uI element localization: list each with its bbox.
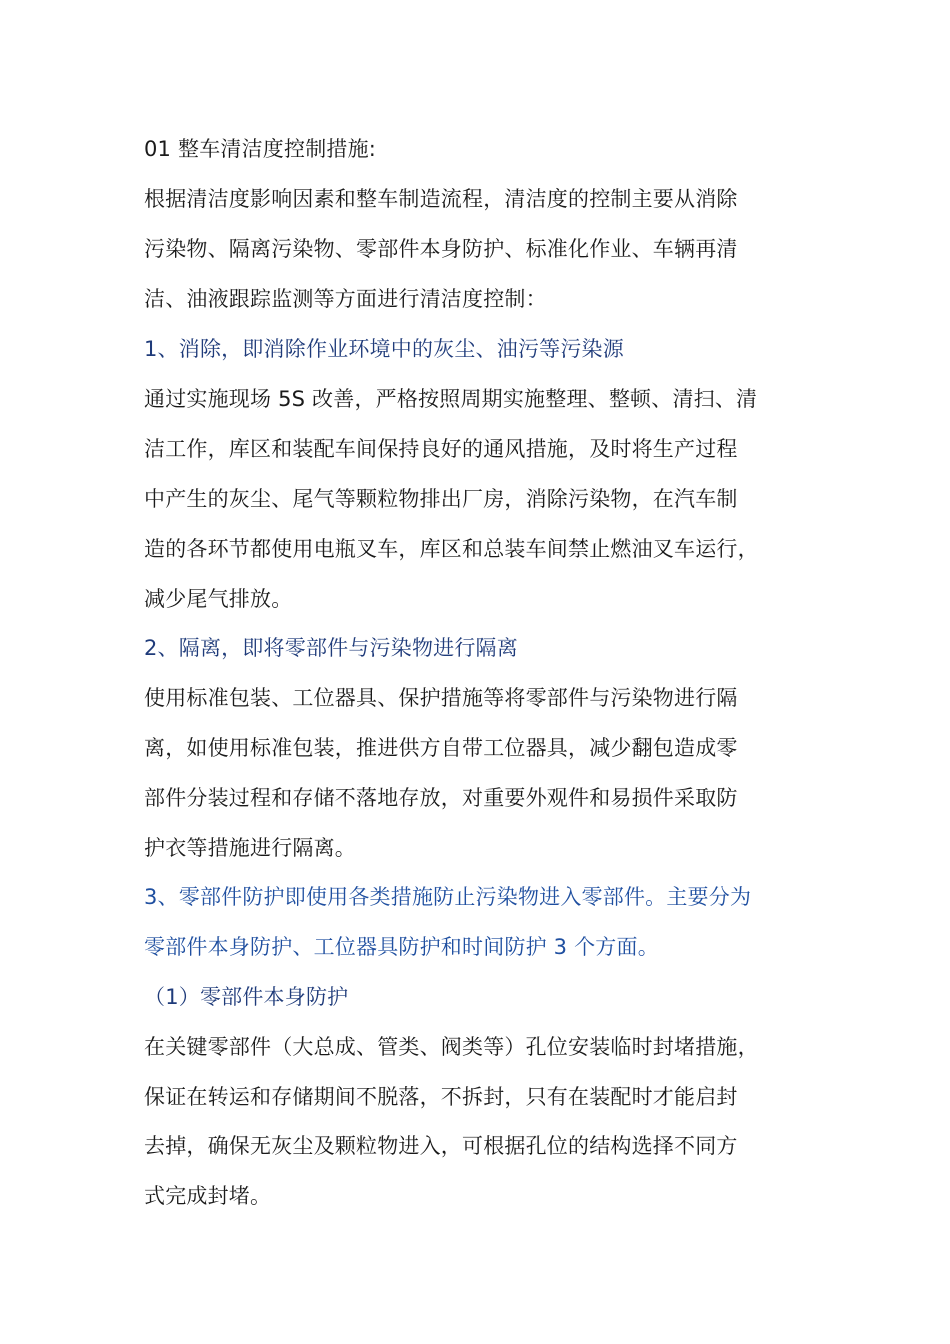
paragraph-line: 通过实施现场 5S 改善，严格按照周期实施整理、整顿、清扫、清 — [144, 387, 758, 411]
subheading-3-continued: 零部件本身防护、工位器具防护和时间防护 3 个方面。 — [144, 935, 659, 959]
paragraph-line: 根据清洁度影响因素和整车制造流程，清洁度的控制主要从消除 — [144, 187, 738, 211]
subheading-2: 2、隔离，即将零部件与污染物进行隔离 — [144, 636, 518, 660]
paragraph-line: 离，如使用标准包装，推进供方自带工位器具，减少翻包造成零 — [144, 736, 738, 760]
paragraph-line: 在关键零部件（大总成、管类、阀类等）孔位安装临时封堵措施， — [144, 1035, 759, 1059]
subheading-3-1: （1）零部件本身防护 — [144, 985, 349, 1009]
paragraph-line: 保证在转运和存储期间不脱落，不拆封，只有在装配时才能启封 — [144, 1085, 738, 1109]
paragraph-line: 造的各环节都使用电瓶叉车，库区和总装车间禁止燃油叉车运行， — [144, 537, 759, 561]
paragraph-line: 洁、油液跟踪监测等方面进行清洁度控制： — [144, 287, 547, 311]
paragraph-line: 污染物、隔离污染物、零部件本身防护、标准化作业、车辆再清 — [144, 237, 738, 261]
paragraph-line: 减少尾气排放。 — [144, 587, 293, 611]
paragraph-line: 使用标准包装、工位器具、保护措施等将零部件与污染物进行隔 — [144, 686, 738, 710]
subheading-1: 1、消除，即消除作业环境中的灰尘、油污等污染源 — [144, 337, 624, 361]
section-title: 01 整车清洁度控制措施: — [144, 137, 377, 161]
paragraph-line: 式完成封堵。 — [144, 1184, 272, 1208]
paragraph-line: 中产生的灰尘、尾气等颗粒物排出厂房，消除污染物，在汽车制 — [144, 487, 738, 511]
paragraph-line: 护衣等措施进行隔离。 — [144, 836, 356, 860]
paragraph-line: 去掉，确保无灰尘及颗粒物进入，可根据孔位的结构选择不同方 — [144, 1134, 738, 1158]
paragraph-line: 部件分装过程和存储不落地存放，对重要外观件和易损件采取防 — [144, 786, 738, 810]
paragraph-line: 洁工作，库区和装配车间保持良好的通风措施，及时将生产过程 — [144, 437, 738, 461]
subheading-3: 3、零部件防护即使用各类措施防止污染物进入零部件。主要分为 — [144, 885, 752, 909]
